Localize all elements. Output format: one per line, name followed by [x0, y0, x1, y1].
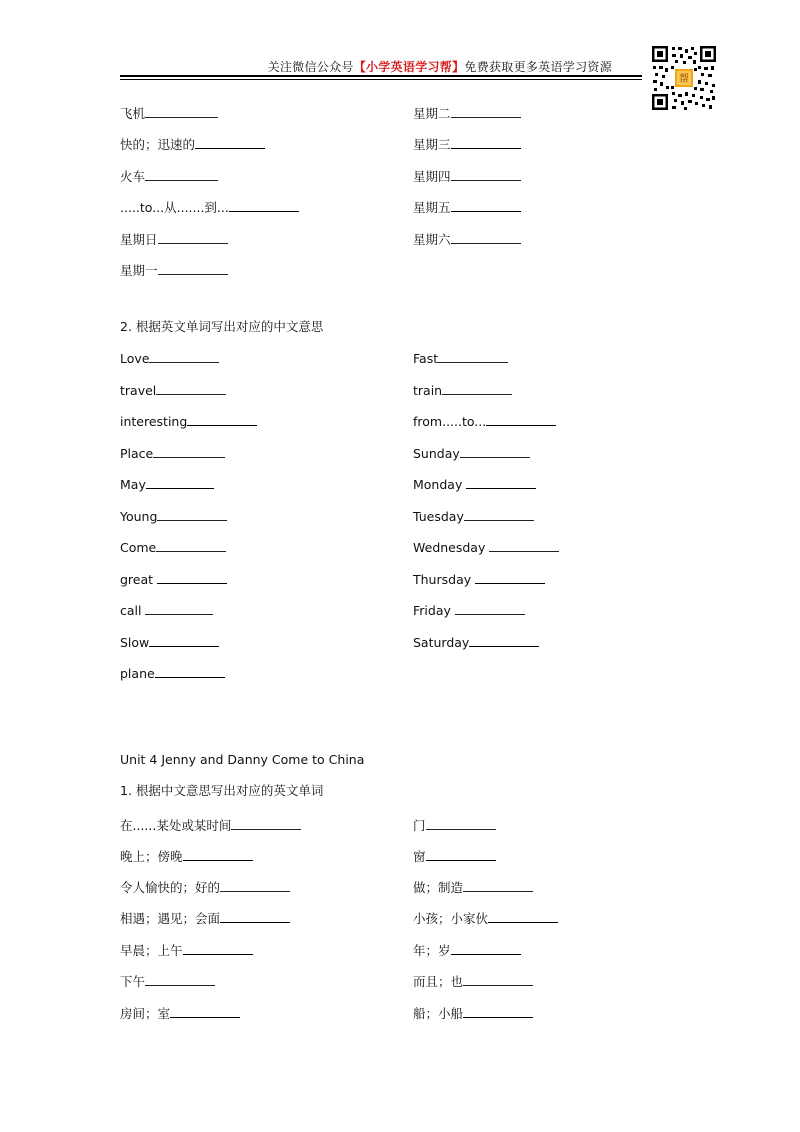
- vocab-item: [413, 350, 508, 367]
- vocab-label: 房间；室: [120, 1006, 171, 1021]
- vocab-item: [413, 136, 521, 153]
- vocab-label: 下午: [120, 974, 146, 989]
- answer-blank[interactable]: [231, 817, 301, 830]
- vocab-item: [120, 413, 257, 430]
- answer-blank[interactable]: [451, 136, 521, 149]
- vocab-label: 船；小船: [413, 1006, 464, 1021]
- unit-heading: 1. 根据中文意思写出对应的英文单词: [120, 783, 324, 798]
- vocab-label: 星期六: [413, 232, 451, 247]
- vocab-label: 窗: [413, 849, 426, 864]
- vocab-label: 星期日: [120, 232, 158, 247]
- header-banner: [0, 58, 612, 75]
- vocab-item: [120, 445, 225, 462]
- header-rule-thin: [120, 79, 642, 80]
- vocab-label: 年；岁: [413, 943, 451, 958]
- answer-blank[interactable]: [486, 413, 556, 426]
- vocab-label: 火车: [120, 169, 146, 184]
- vocab-item: [120, 136, 265, 153]
- answer-blank[interactable]: [463, 1005, 533, 1018]
- vocab-item: [413, 602, 525, 619]
- vocab-item: [120, 508, 227, 525]
- vocab-label: Come: [120, 540, 157, 555]
- answer-blank[interactable]: [426, 848, 496, 861]
- answer-blank[interactable]: [488, 910, 558, 923]
- answer-blank[interactable]: [145, 105, 218, 118]
- vocab-label: 在......某处或某时间: [120, 818, 232, 833]
- vocab-item: [120, 382, 226, 399]
- vocab-item: [413, 231, 521, 248]
- vocab-item: [120, 199, 299, 216]
- vocab-item: [120, 476, 214, 493]
- vocab-label: Young: [120, 509, 158, 524]
- answer-blank[interactable]: [442, 382, 512, 395]
- vocab-item: [413, 476, 536, 493]
- answer-blank[interactable]: [460, 445, 530, 458]
- vocab-item: [413, 413, 556, 430]
- header-highlight: 【小学英语学习帮】: [353, 60, 465, 74]
- answer-blank[interactable]: [451, 199, 521, 212]
- vocab-label: Friday: [413, 603, 455, 618]
- answer-blank[interactable]: [438, 350, 508, 363]
- vocab-item: [413, 973, 533, 990]
- vocab-item: [120, 817, 301, 834]
- vocab-label: 星期五: [413, 200, 451, 215]
- vocab-item: [120, 262, 228, 279]
- answer-blank[interactable]: [220, 879, 290, 892]
- answer-blank[interactable]: [229, 199, 299, 212]
- vocab-label: Love: [120, 351, 150, 366]
- answer-blank[interactable]: [451, 168, 521, 181]
- vocab-label: from.....to...: [413, 414, 487, 429]
- vocab-label: Sunday: [413, 446, 460, 461]
- vocab-item: [413, 571, 545, 588]
- answer-blank[interactable]: [183, 848, 253, 861]
- vocab-label: plane: [120, 666, 155, 681]
- answer-blank[interactable]: [489, 539, 559, 552]
- answer-blank[interactable]: [451, 231, 521, 244]
- unit-title: Unit 4 Jenny and Danny Come to China: [120, 752, 365, 767]
- vocab-label: 晚上；傍晚: [120, 849, 183, 864]
- vocab-label: 门: [413, 818, 426, 833]
- answer-blank[interactable]: [146, 476, 214, 489]
- answer-blank[interactable]: [220, 910, 290, 923]
- vocab-item: [120, 973, 215, 990]
- vocab-item: [120, 665, 225, 682]
- vocab-item: [413, 382, 512, 399]
- vocab-item: [120, 105, 218, 122]
- vocab-label: 星期一: [120, 263, 158, 278]
- answer-blank[interactable]: [426, 817, 496, 830]
- header-suffix: 免费获取更多英语学习资源: [464, 60, 612, 74]
- vocab-item: [120, 168, 218, 185]
- vocab-item: [413, 910, 558, 927]
- answer-blank[interactable]: [455, 602, 525, 615]
- vocab-item: [120, 571, 227, 588]
- answer-blank[interactable]: [464, 508, 534, 521]
- answer-blank[interactable]: [155, 665, 225, 678]
- vocab-item: [413, 848, 496, 865]
- vocab-item: [120, 350, 219, 367]
- vocab-label: 早晨；上午: [120, 943, 183, 958]
- vocab-label: travel: [120, 383, 157, 398]
- answer-blank[interactable]: [475, 571, 545, 584]
- answer-blank[interactable]: [157, 508, 227, 521]
- answer-blank[interactable]: [156, 539, 226, 552]
- vocab-item: [413, 445, 530, 462]
- answer-blank[interactable]: [156, 382, 226, 395]
- answer-blank[interactable]: [466, 476, 536, 489]
- vocab-item: [413, 942, 521, 959]
- vocab-item: [413, 105, 521, 122]
- vocab-item: [120, 231, 228, 248]
- answer-blank[interactable]: [187, 413, 257, 426]
- vocab-label: 相遇；遇见；会面: [120, 911, 221, 926]
- qr-logo-text: 帮: [679, 74, 689, 85]
- vocab-item: [413, 1005, 533, 1022]
- qr-code-icon: [650, 44, 718, 112]
- vocab-label: Tuesday: [413, 509, 464, 524]
- vocab-item: [120, 879, 290, 896]
- vocab-label: 飞机: [120, 106, 146, 121]
- answer-blank[interactable]: [158, 262, 228, 275]
- vocab-label: Place: [120, 446, 154, 461]
- vocab-item: [120, 910, 290, 927]
- vocab-label: Wednesday: [413, 540, 490, 555]
- vocab-item: [413, 508, 534, 525]
- vocab-label: 小孩；小家伙: [413, 911, 489, 926]
- vocab-item: [120, 848, 253, 865]
- vocab-item: [413, 539, 559, 556]
- vocab-label: .....to...从.......到...: [120, 200, 229, 215]
- vocab-item: [120, 602, 213, 619]
- vocab-item: [120, 539, 226, 556]
- header-rule: [120, 75, 642, 77]
- vocab-label: 快的；迅速的: [120, 137, 196, 152]
- answer-blank[interactable]: [183, 942, 253, 955]
- vocab-label: Monday: [413, 477, 467, 492]
- answer-blank[interactable]: [195, 136, 265, 149]
- vocab-item: [413, 634, 539, 651]
- vocab-label: May: [120, 477, 146, 492]
- vocab-item: [413, 168, 521, 185]
- vocab-label: 令人愉快的；好的: [120, 880, 221, 895]
- answer-blank[interactable]: [149, 350, 219, 363]
- vocab-label: call: [120, 603, 146, 618]
- answer-blank[interactable]: [149, 634, 219, 647]
- answer-blank[interactable]: [170, 1005, 240, 1018]
- answer-blank[interactable]: [145, 168, 218, 181]
- vocab-label: 做；制造: [413, 880, 464, 895]
- vocab-label: Fast: [413, 351, 439, 366]
- answer-blank[interactable]: [463, 879, 533, 892]
- answer-blank[interactable]: [158, 231, 228, 244]
- vocab-label: Thursday: [413, 572, 476, 587]
- vocab-item: [120, 634, 219, 651]
- answer-blank[interactable]: [451, 105, 521, 118]
- vocab-item: [413, 817, 496, 834]
- answer-blank[interactable]: [463, 973, 533, 986]
- vocab-label: 星期二: [413, 106, 451, 121]
- vocab-item: [120, 942, 253, 959]
- vocab-label: Saturday: [413, 635, 470, 650]
- answer-blank[interactable]: [157, 571, 227, 584]
- header-prefix: 关注微信公众号: [267, 60, 354, 74]
- vocab-label: great: [120, 572, 158, 587]
- answer-blank[interactable]: [451, 942, 521, 955]
- vocab-item: [120, 1005, 240, 1022]
- answer-blank[interactable]: [145, 602, 213, 615]
- vocab-label: train: [413, 383, 443, 398]
- answer-blank[interactable]: [153, 445, 225, 458]
- answer-blank[interactable]: [469, 634, 539, 647]
- vocab-label: interesting: [120, 414, 188, 429]
- vocab-item: [413, 879, 533, 896]
- vocab-label: Slow: [120, 635, 150, 650]
- vocab-label: 而且；也: [413, 974, 464, 989]
- vocab-label: 星期四: [413, 169, 451, 184]
- section-b-heading: 2. 根据英文单词写出对应的中文意思: [120, 319, 324, 334]
- vocab-label: 星期三: [413, 137, 451, 152]
- vocab-item: [413, 199, 521, 216]
- answer-blank[interactable]: [145, 973, 215, 986]
